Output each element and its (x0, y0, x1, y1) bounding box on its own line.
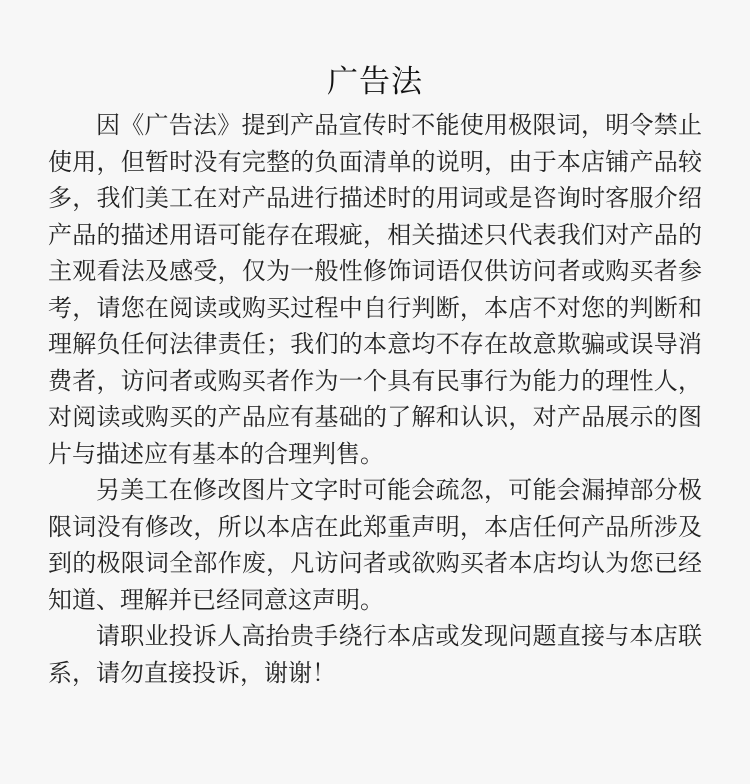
paragraph-editing-note: 另美工在修改图片文字时可能会疏忽，可能会漏掉部分极限词没有修改，所以本店在此郑重声明，本店任何产品所涉及到的极限词全部作废，凡访问者或欲购买者本店均认为您已经知道、理解并已经同意这声明。 (48, 476, 702, 614)
paragraph-contact-request: 请职业投诉人高抬贵手绕行本店或发现问题直接与本店联系，请勿直接投诉，谢谢！ (48, 622, 702, 687)
page-title: 广告法 (327, 64, 423, 100)
paragraph-disclaimer: 因《广告法》提到产品宣传时不能使用极限词，明令禁止使用，但暂时没有完整的负面清单的说明，由于本店铺产品较多，我们美工在对产品进行描述时的用词或是咨询时客服介绍产品的描述用语可能存在瑕疵，相关描述只代表我们对产品的主观看法及感受，仅为一般性修饰词语仅供访问者或购买者参考，请您在阅读或购买过程中自行判断，本店不对您的判断和理解负任何法律责任；我们的本意均不存在故意欺骗或误导消费者，访问者或购买者作为一个具有民事行为能力的理性人，对阅读或购买的产品应有基础的了解和认识，对产品展示的图片与描述应有基本的合理判售。 (48, 111, 702, 468)
